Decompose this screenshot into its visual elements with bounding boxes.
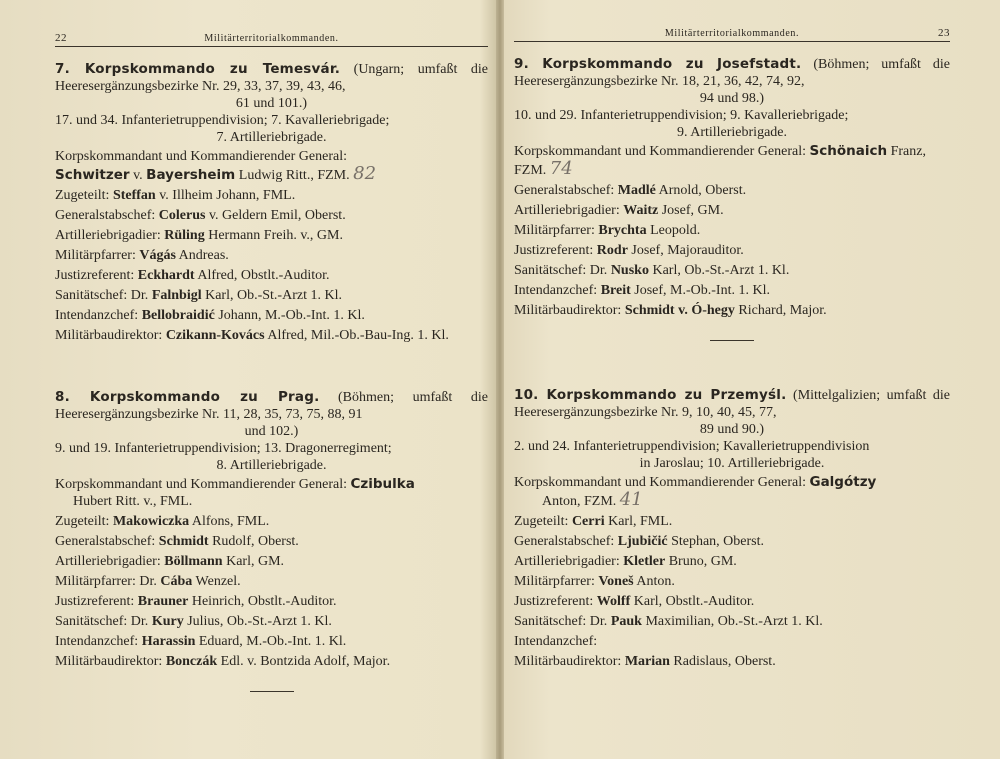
section-intro-tail: und 102.) [244,424,299,439]
officer-name: Böllmann [164,553,223,569]
officer-detail: Bruno, GM. [668,553,737,569]
corps-entry-9 [514,56,950,341]
officer-role: Artilleriebrigadier: [514,202,620,218]
section-heading: 8. Korpskommando zu Prag. [55,389,320,405]
section-intro: (Mittelgalizien; umfaßt die Heeresergänzungsbezirke Nr. 9, 10, 40, 45, 77, [514,388,951,420]
officer-name: Cába [160,573,193,589]
officer-detail: Richard, Major. [738,302,827,318]
officer-detail: Alfons, FML. [191,513,270,529]
officer-detail: Edl. v. Bontzida Adolf, Major. [220,653,391,669]
commander-label: Korpskommandant und Kommandierender General: [514,474,806,490]
officer-name: Kletler [623,553,666,569]
officer-name: Steffan [112,187,156,203]
officer-role: Militärpfarrer: [514,573,595,589]
officer-detail: Karl, Obstlt.-Auditor. [633,593,755,609]
officer-role: Sanitätschef: Dr. [514,613,608,629]
officer-detail: Karl, GM. [226,553,285,569]
officer-detail: Leopold. [650,222,701,238]
officer-role: Intendanzchef: [514,282,598,298]
divisions-line-tail: in Jaroslau; 10. Artilleriebrigade. [639,456,825,471]
divisions-line: 2. und 24. Infanterietruppendivision; Kavallerietruppendivision [514,439,870,454]
right-page [502,0,1000,759]
running-head: Militärterritorialkommanden. [664,28,800,39]
officer-name: Falnbigl [151,287,202,303]
officer-detail: Radislaus, Oberst. [673,653,776,669]
officer-name: Brauner [137,593,189,609]
handwritten-note: 41 [619,488,643,510]
officer-role: Militärpfarrer: [55,247,136,263]
officer-name: Wolff [596,593,631,609]
officer-name: Madlé [617,182,656,198]
officer-role: Justizreferent: [55,267,135,283]
officer-detail: v. Geldern Emil, Oberst. [208,207,346,223]
officer-role: Justizreferent: [514,593,594,609]
officer-detail: Rudolf, Oberst. [212,533,299,549]
officer-role: Justizreferent: [514,242,594,258]
officer-role: Sanitätschef: Dr. [55,287,149,303]
commander-label: Korpskommandant und Kommandierender General: [55,148,347,164]
officer-detail: Hermann Freih. v., GM. [208,227,343,243]
officer-name: Czikann-Kovács [165,327,265,343]
commander-detail: Franz, FZM. [514,143,926,178]
commander-name: Schönaich [809,142,888,159]
left-page [0,0,498,759]
section-heading: 7. Korpskommando zu Temesvár. [55,61,341,77]
officer-detail: Julius, Ob.-St.-Arzt 1. Kl. [187,613,332,629]
officer-name: Rodr [596,242,628,258]
divisions-line-tail: 9. Artilleriebrigade. [676,125,788,140]
officer-detail: Karl, Ob.-St.-Arzt 1. Kl. [205,287,342,303]
running-head: Militärterritorialkommanden. [204,33,339,44]
corps-entry-8 [55,389,488,692]
commander-label: Korpskommandant und Kommandierender General: [514,143,806,159]
officer-role: Sanitätschef: Dr. [55,613,149,629]
officer-detail: Karl, Ob.-St.-Arzt 1. Kl. [652,262,790,278]
officer-name: Bellobraidić [141,307,215,323]
officer-role: Generalstabschef: [514,182,615,198]
divisions-line: 9. und 19. Infanterietruppendivision; 13. Dragonerregiment; [55,441,392,456]
handwritten-note: 74 [549,157,573,179]
page-header [514,27,950,42]
officer-name: Colerus [158,207,206,223]
divisions-line: 10. und 29. Infanterietruppendivision; 9. Kavalleriebrigade; [514,108,849,123]
officer-detail: Arnold, Oberst. [658,182,747,198]
officer-detail: Alfred, Mil.-Ob.-Bau-Ing. 1. Kl. [267,327,449,343]
officer-role: Militärbaudirektor: [55,653,163,669]
commander-detail: Ludwig Ritt., FZM. [238,167,350,183]
section-intro-tail: 94 und 98.) [699,91,765,106]
section-intro: (Böhmen; umfaßt die Heeresergänzungsbezirke Nr. 18, 21, 36, 42, 74, 92, [514,57,950,89]
officer-role: Militärbaudirektor: [55,327,163,343]
officer-detail: Johann, M.-Ob.-Int. 1. Kl. [218,307,365,323]
officer-name: Nusko [610,262,649,278]
officer-detail: Heinrich, Obstlt.-Auditor. [191,593,337,609]
officer-name: Schmidt v. Ó-hegy [624,302,735,318]
officer-name: Bonczák [165,653,218,669]
commander-detail: Anton, FZM. [542,493,617,509]
officer-detail: Andreas. [178,247,229,263]
officer-name: Makowiczka [112,513,190,529]
divisions-line-tail: 8. Artilleriebrigade. [216,458,327,473]
officer-name: Schmidt [158,533,209,549]
officer-detail: Maximilian, Ob.-St.-Arzt 1. Kl. [645,613,823,629]
divisions-line-tail: 7. Artilleriebrigade. [216,130,327,145]
officer-detail: Anton. [636,573,675,589]
officer-detail: Eduard, M.-Ob.-Int. 1. Kl. [198,633,347,649]
officer-role: Artilleriebrigadier: [55,553,161,569]
section-divider [250,691,294,692]
officer-name: Ljubičić [617,533,668,549]
officer-detail: Stephan, Oberst. [671,533,765,549]
officer-name: Harassin [141,633,196,649]
officer-role: Generalstabschef: [55,207,156,223]
officer-role: Artilleriebrigadier: [514,553,620,569]
commander-name: Schwitzer [55,166,130,183]
officer-name: Breit [600,282,631,298]
officer-name: Marian [624,653,670,669]
officer-role: Militärbaudirektor: [514,302,622,318]
commander-detail: Hubert Ritt. v., FML. [73,493,193,509]
officer-role: Artilleriebrigadier: [55,227,161,243]
corps-entry-7: 7. Korpskommando zu Temesvár. (Ungarn; umfaßt die Heeresergänzungsbezirke Nr. 29, 33, 37, 39, 43, 46, 61 und 101.) 17. und 34. Infanterietruppendivision; 7. Kavalleriebrigade; 7. Artilleriebrigade. Korpskommandant und Kommandierender General: Schwitzer v. Bayersheim Ludwig Ritt., FZM. 82 Zugeteilt: Steffan v. Illheim Johann, FML. Generalstabschef: Colerus v. Geldern Emil, Oberst. Artilleriebrigadier: Rüling Hermann Freih. v., GM. Militärpfarrer: Vágás Andreas. Justizreferent: Eckhardt Alfred, Obstlt.-Auditor. Sanitätschef: Dr. Falnbigl Karl, Ob.-St.-Arzt 1. Kl. Intendanzchef: Bellobraidić Johann, M.-Ob.-Int. 1. Kl. Militärbaudirektor: Czikann-Kovács Alfred, Mil.-Ob.-Bau-Ing. 1. Kl. [55,61,489,343]
commander-label: Korpskommandant und Kommandierender General: [55,476,347,492]
officer-detail: Alfred, Obstlt.-Auditor. [197,267,330,283]
page-number: 23 [938,27,950,39]
officer-name: Pauk [610,613,642,629]
officer-name: Cerri [571,513,605,529]
officer-detail: v. Illheim Johann, FML. [159,187,296,203]
officer-detail: Wenzel. [195,573,241,589]
section-heading: 9. Korpskommando zu Josefstadt. [514,56,802,72]
officer-role: Intendanzchef: [55,633,139,649]
officer-name: Rüling [164,227,205,243]
officer-name: Brychta [598,222,647,238]
officer-name: Kury [151,613,184,629]
officer-role: Intendanzchef: [514,633,598,649]
officer-role: Justizreferent: [55,593,135,609]
officer-role: Generalstabschef: [55,533,156,549]
officer-name: Voneš [598,573,634,589]
officer-role: Sanitätschef: Dr. [514,262,608,278]
divisions-line: 17. und 34. Infanterietruppendivision; 7. Kavalleriebrigade; [55,113,390,128]
officer-role: Generalstabschef: [514,533,615,549]
section-intro: (Böhmen; umfaßt die Heeresergänzungsbezirke Nr. 11, 28, 35, 73, 75, 88, 91 [55,390,488,422]
commander-name: Galgótzy [809,473,877,490]
officer-role: Militärpfarrer: [514,222,595,238]
page-number: 22 [55,32,67,44]
page-header [55,32,488,47]
officer-role: Militärbaudirektor: [514,653,622,669]
officer-role: Intendanzchef: [55,307,139,323]
officer-detail: Josef, M.-Ob.-Int. 1. Kl. [634,282,770,298]
section-heading: 10. Korpskommando zu Przemyśl. [514,387,787,403]
officer-name: Eckhardt [137,267,195,283]
officer-role: Zugeteilt: [514,513,569,529]
officer-role: Zugeteilt: [55,513,110,529]
officer-detail: Josef, GM. [661,202,724,218]
officer-name: Vágás [139,247,176,263]
section-intro-tail: 89 und 90.) [699,422,765,437]
handwritten-note: 82 [353,162,377,184]
officer-role: Militärpfarrer: Dr. [55,573,157,589]
commander-name: Czibulka [350,475,415,492]
officer-detail: Karl, FML. [608,513,673,529]
officer-name: Waitz [623,202,659,218]
officer-detail: Josef, Majorauditor. [631,242,744,258]
corps-entry-10 [514,387,950,671]
section-intro-tail: 61 und 101.) [235,96,308,111]
officer-role: Zugeteilt: [55,187,110,203]
section-intro: (Ungarn; umfaßt die Heeresergänzungsbezirke Nr. 29, 33, 37, 39, 43, 46, [55,62,489,94]
